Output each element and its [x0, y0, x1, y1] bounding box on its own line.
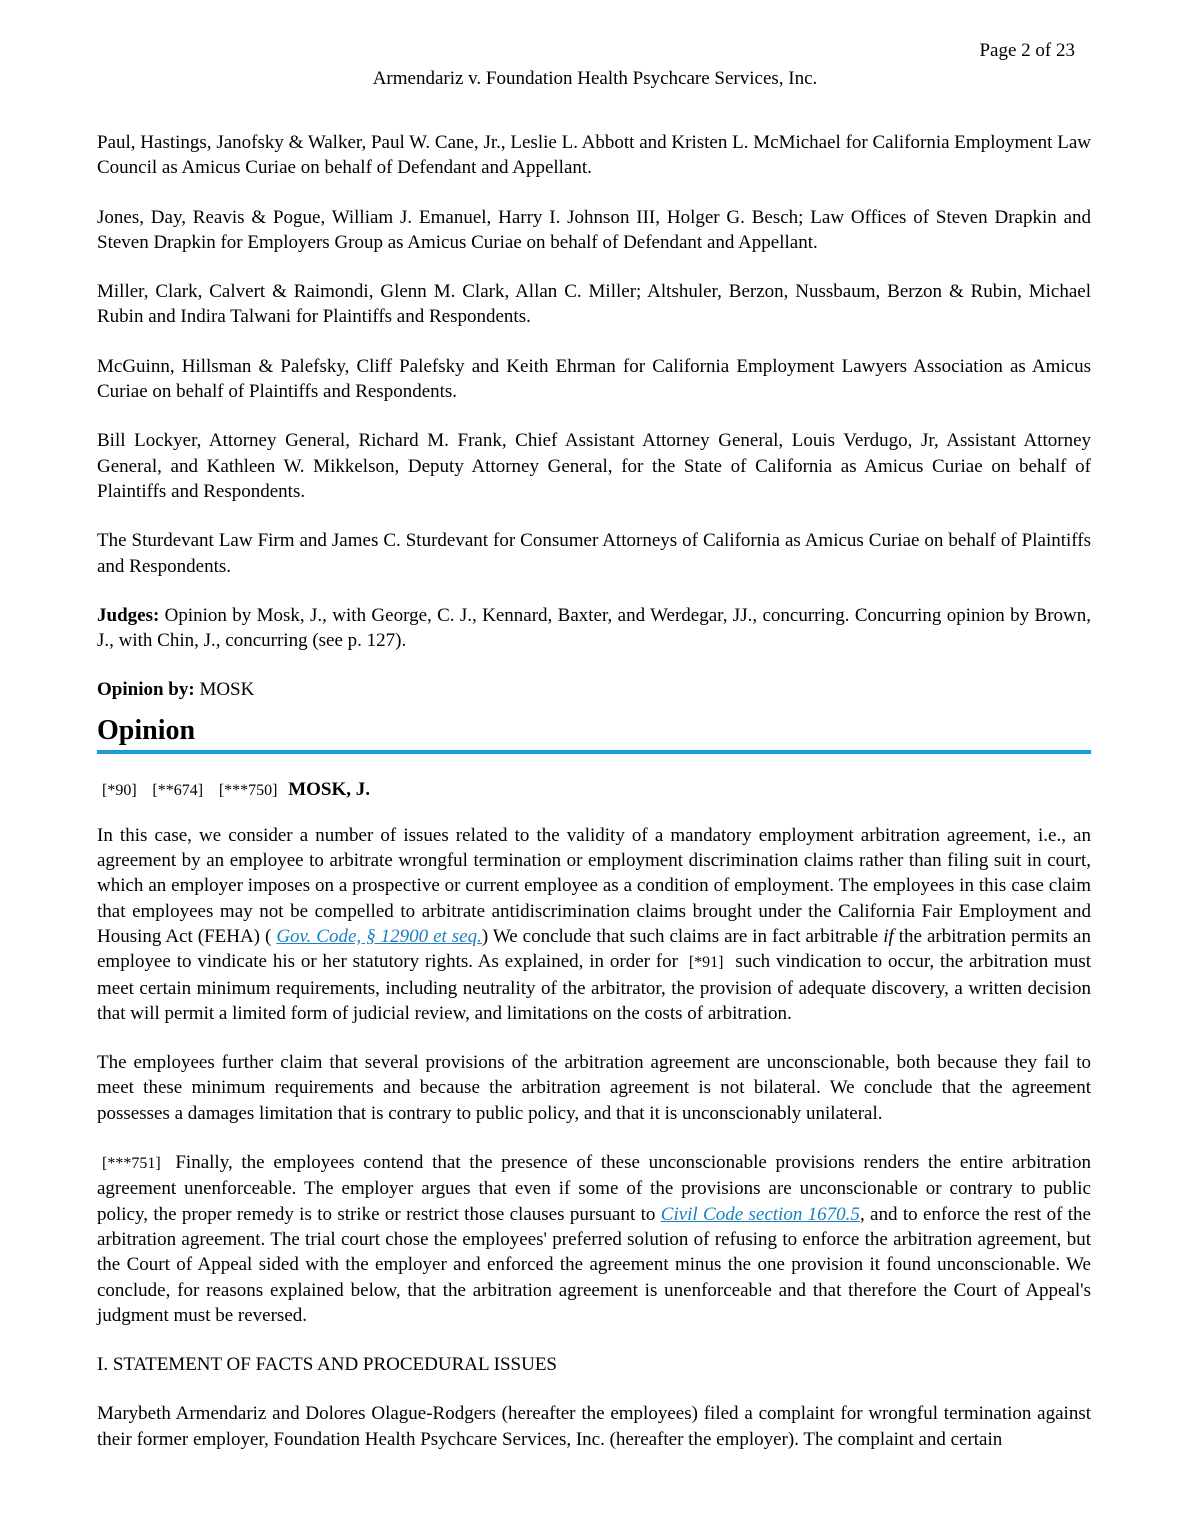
opinion-paragraph-4: Marybeth Armendariz and Dolores Olague-Rodgers (hereafter the employees) filed a complaint for wrongful termination against their former employer, Foundation Health Psychcare Services, Inc. (hereafter the employer). The complaint and certain: [97, 1403, 1091, 1450]
judges-label: Judges:: [97, 604, 160, 626]
emphasis-text: if: [883, 925, 894, 947]
opinion-by-text: MOSK: [194, 679, 255, 701]
document-body: [97, 130, 1091, 1476]
page-number: Page 2 of 23: [979, 40, 1075, 61]
opinion-by-label: Opinion by:: [97, 679, 195, 701]
opinion-author: MOSK, J.: [288, 778, 371, 800]
counsel-paragraph: Bill Lockyer, Attorney General, Richard M. Frank, Chief Assistant Attorney General, Louis Verdugo, Jr, Assistant Attorney General, and Kathleen W. Mikkelson, Deputy Attorney General, for the State of California as Amicus Curiae on behalf of Plaintiffs and Respondents.: [97, 430, 1091, 502]
citation-link-gov-code[interactable]: Gov. Code, § 12900 et seq.: [276, 925, 482, 947]
star-page-pin: [***751]: [102, 1155, 161, 1173]
star-page-pin: [***750]: [218, 781, 278, 799]
text-run: the arbitration permits an employee to vindicate his or her statutory rights. As explained, in order for: [97, 925, 1091, 973]
star-pagination-line: [97, 777, 1091, 803]
counsel-paragraph: Jones, Day, Reavis & Pogue, William J. Emanuel, Harry I. Johnson III, Holger G. Besch; Law Offices of Steven Drapkin and Steven Drapkin for Employers Group as Amicus Curiae on behalf of Defendant and Appellant.: [97, 206, 1091, 253]
opinion-heading: Opinion: [97, 714, 1091, 754]
opinion-paragraph-1: [97, 823, 1091, 1026]
opinion-paragraph-3: [97, 1150, 1091, 1328]
star-page-pin: [*91]: [688, 954, 724, 972]
counsel-paragraph: McGuinn, Hillsman & Palefsky, Cliff Palefsky and Keith Ehrman for California Employment Lawyers Association as Amicus Curiae on behalf of Plaintiffs and Respondents.: [97, 355, 1091, 403]
text-run: ) We conclude that such claims are in fact arbitrable: [481, 925, 884, 947]
opinion-paragraph-2: The employees further claim that several provisions of the arbitration agreement are unconscionable, both because they fail to meet these minimum requirements and because the arbitration agreement is not bilateral. We conclude that the agreement possesses a damages limitation that is contrary to public policy, and that it is unconscionably unilateral.: [97, 1052, 1091, 1124]
text-run: , and to enforce the rest of the arbitration agreement. The trial court chose the employees' preferred solution of refusing to enforce the arbitration agreement, but the Court of Appeal sided with the employer and enforced the agreement minus the one provision it found unconscionable. We conclude, for reasons explained below, that the arbitration agreement is unenforceable and that therefore the Court of Appeal's judgment must be reversed.: [97, 1203, 1091, 1326]
text-run: In this case, we consider a number of issues related to the validity of a mandatory employment arbitration agreement, i.e., an agreement by an employee to arbitrate wrongful termination or employment discrimination claims rather than filing suit in court, which an employer imposes on a prospective or current employee as a condition of employment. The employees in this case claim that employees may not be compelled to arbitrate antidiscrimination claims brought under the California Fair Employment and Housing Act (FEHA) (: [97, 824, 1091, 947]
counsel-paragraph: Miller, Clark, Calvert & Raimondi, Glenn M. Clark, Allan C. Miller; Altshuler, Berzon, Nussbaum, Berzon & Rubin, Michael Rubin and Indira Talwani for Plaintiffs and Respondents.: [97, 281, 1091, 328]
section-heading: I. STATEMENT OF FACTS AND PROCEDURAL ISSUES: [97, 1354, 557, 1376]
star-page-pin: [**674]: [152, 781, 204, 799]
citation-link-civil-code[interactable]: Civil Code section 1670.5: [660, 1203, 860, 1225]
star-page-pin: [*90]: [102, 781, 137, 799]
opinion-by-paragraph: [97, 677, 1091, 702]
counsel-paragraph: The Sturdevant Law Firm and James C. Sturdevant for Consumer Attorneys of California as Amicus Curiae on behalf of Plaintiffs and Respondents.: [97, 530, 1091, 577]
running-case-title: Armendariz v. Foundation Health Psychcare Services, Inc.: [372, 68, 818, 89]
judges-paragraph: [97, 603, 1091, 654]
counsel-paragraph: Paul, Hastings, Janofsky & Walker, Paul W. Cane, Jr., Leslie L. Abbott and Kristen L. McMichael for California Employment Law Council as Amicus Curiae on behalf of Defendant and Appellant.: [97, 132, 1091, 179]
judges-text: Opinion by Mosk, J., with George, C. J., Kennard, Baxter, and Werdegar, JJ., concurring. Concurring opinion by Brown, J., with Chin, J., concurring (see p. 127).: [97, 604, 1091, 652]
text-run: such vindication to occur, the arbitration must meet certain minimum requirements, including neutrality of the arbitrator, the provision of adequate discovery, a written decision that will permit a limited form of judicial review, and limitations on the costs of arbitration.: [97, 951, 1091, 1024]
text-run: Finally, the employees contend that the presence of these unconscionable provisions renders the entire arbitration agreement unenforceable. The employer argues that even if some of the provisions are unconscionable or contrary to public policy, the proper remedy is to strike or restrict those clauses pursuant to: [97, 1152, 1091, 1225]
